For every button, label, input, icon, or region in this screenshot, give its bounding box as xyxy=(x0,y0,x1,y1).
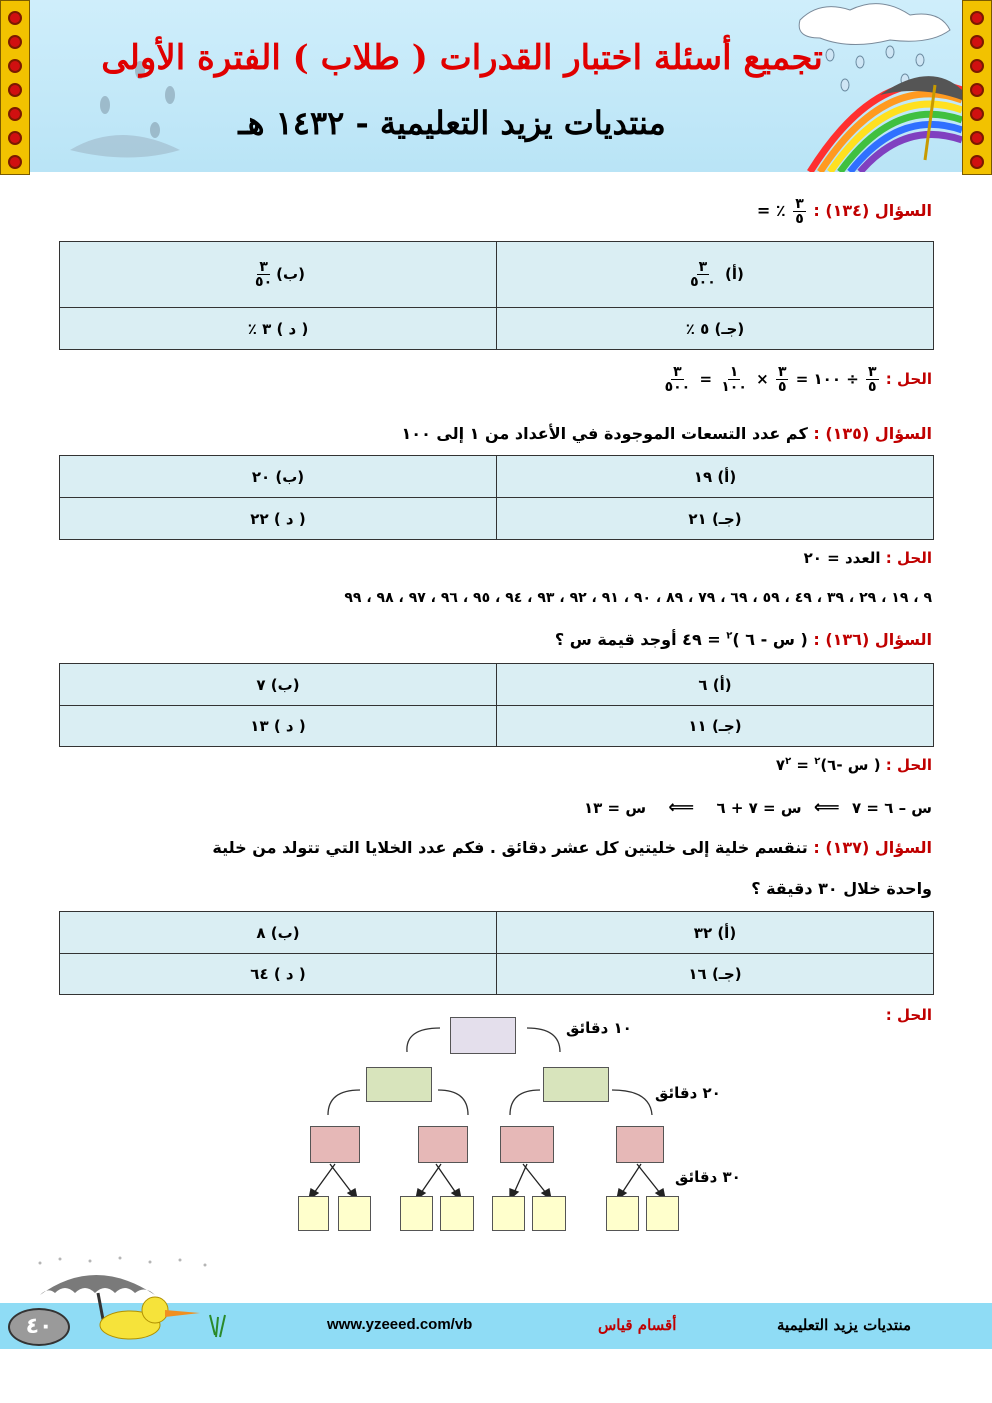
cell-box-level-3 xyxy=(298,1196,329,1231)
option-d: ( د ) ٦٤ xyxy=(60,954,497,995)
question-text: كم عدد التسعات الموجودة في الأعداد من ١ إلى ١٠٠ xyxy=(401,424,808,443)
rain-umbrella-rainbow-illustration xyxy=(30,0,962,172)
option-a: (أ) $\frac{٣}{٥٠٠}$ xyxy=(497,242,934,308)
option-d: ( د ) ٢٢ xyxy=(60,498,497,540)
option-b: (ب) ٢٠ xyxy=(60,456,497,498)
options-table-134 xyxy=(59,241,934,350)
footer-section: أقسام قياس xyxy=(598,1316,677,1334)
options-table-137 xyxy=(59,911,934,995)
left-decorative-border xyxy=(0,0,30,175)
page-header xyxy=(0,0,992,175)
cell-box-level-2 xyxy=(500,1126,554,1163)
nines-list: ٩ ، ١٩ ، ٢٩ ، ٣٩ ، ٤٩ ، ٥٩ ، ٦٩ ، ٧٩ ، ٨٩ ، ٩٠ ، ٩١ ، ٩٢ ، ٩٣ ، ٩٤ ، ٩٥ ، ٩٦ ، ٩٧ ، ٩٨ ، ٩٩ xyxy=(344,590,932,606)
header-title: تجميع أسئلة اختبار القدرات ( طلاب ) الفترة الأولى xyxy=(101,38,823,78)
cell-box-level-3 xyxy=(338,1196,371,1231)
footer-site-name: منتديات يزيد التعليمية xyxy=(777,1316,912,1334)
cell-box-level-2 xyxy=(310,1126,360,1163)
option-c: (جـ) ١٦ xyxy=(497,954,934,995)
solution-label: الحل : xyxy=(885,756,932,774)
option-d: ( د ) ٣ ٪ xyxy=(60,308,497,350)
page-number-badge: ٤٠ xyxy=(8,1308,70,1346)
time-label-10: ١٠ دقائق xyxy=(566,1019,632,1037)
cell-box-level-1 xyxy=(543,1067,609,1102)
question-134 xyxy=(757,197,932,226)
question-label: السؤال (١٣٧) : xyxy=(813,838,932,857)
solution-134: الحل : $\frac{٣}{٥}$ ÷ ١٠٠ = $\frac{٣}{٥}$ × $\frac{١}{١٠٠}$ = $\frac{٣}{٥٠٠}$ xyxy=(664,364,932,395)
options-table-135 xyxy=(59,455,934,540)
header-banner xyxy=(30,0,962,172)
question-136: السؤال (١٣٦) : ( س - ٦ )$^٢$ = ٤٩ أوجد قيمة س ؟ xyxy=(554,630,932,649)
initial-cell-box xyxy=(450,1017,516,1054)
option-d: ( د ) ١٣ xyxy=(60,706,497,747)
question-label: السؤال (١٣٥) : xyxy=(813,424,932,443)
cell-box-level-3 xyxy=(400,1196,433,1231)
solution-label: الحل : xyxy=(885,1006,932,1024)
cell-box-level-3 xyxy=(532,1196,566,1231)
cell-box-level-1 xyxy=(366,1067,432,1102)
option-a: (أ) ١٩ xyxy=(497,456,934,498)
option-c: (جـ) ١١ xyxy=(497,706,934,747)
options-table-136 xyxy=(59,663,934,747)
footer-url-link[interactable]: www.yzeeed.com/vb xyxy=(327,1316,473,1333)
option-b: (ب) $\frac{٣}{٥٠}$ xyxy=(60,242,497,308)
question-137-line2: واحدة خلال ٣٠ دقيقة ؟ xyxy=(751,879,932,898)
duck-umbrella-illustration xyxy=(30,1255,250,1355)
question-text: ٪ = xyxy=(756,201,786,220)
cell-box-level-3 xyxy=(606,1196,639,1231)
cell-box-level-3 xyxy=(440,1196,474,1231)
option-b: (ب) ٧ xyxy=(60,664,497,706)
option-b: (ب) ٨ xyxy=(60,912,497,954)
cell-box-level-3 xyxy=(492,1196,525,1231)
question-135 xyxy=(402,424,932,443)
right-decorative-border xyxy=(962,0,992,175)
cell-box-level-2 xyxy=(616,1126,664,1163)
solution-label: الحل : xyxy=(885,549,932,567)
question-label: السؤال (١٣٦) : xyxy=(813,630,932,649)
implies-arrow: ⟸ xyxy=(668,797,695,818)
question-label: السؤال (١٣٤) : xyxy=(813,201,932,220)
option-a: (أ) ٣٢ xyxy=(497,912,934,954)
solution-label: الحل : xyxy=(885,370,932,388)
solution-136: الحل : ( س -٦)$^٢$ = $٧^٢$ xyxy=(775,756,932,774)
cell-box-level-2 xyxy=(418,1126,468,1163)
solution-135: الحل : العدد = ٢٠ xyxy=(803,549,932,567)
time-label-30: ٣٠ دقائق xyxy=(675,1168,741,1186)
option-c: (جـ) ٢١ xyxy=(497,498,934,540)
solution-136-steps: س – ٦ = ٧ ⟸ س = ٧ + ٦ ⟸ س = ١٣ xyxy=(584,797,932,818)
question-137: السؤال (١٣٧) : تنقسم خلية إلى خليتين كل عشر دقائق . فكم عدد الخلايا التي تتولد من خلية xyxy=(212,838,932,857)
fraction: $\frac{٣}{٥}$ xyxy=(795,196,804,227)
header-subtitle: منتديات يزيد التعليمية - ١٤٣٢ هـ xyxy=(238,104,666,142)
time-label-20: ٢٠ دقائق xyxy=(655,1084,721,1102)
implies-arrow: ⟸ xyxy=(813,797,840,818)
option-c: (جـ) ٥ ٪ xyxy=(497,308,934,350)
option-a: (أ) ٦ xyxy=(497,664,934,706)
cell-box-level-3 xyxy=(646,1196,679,1231)
